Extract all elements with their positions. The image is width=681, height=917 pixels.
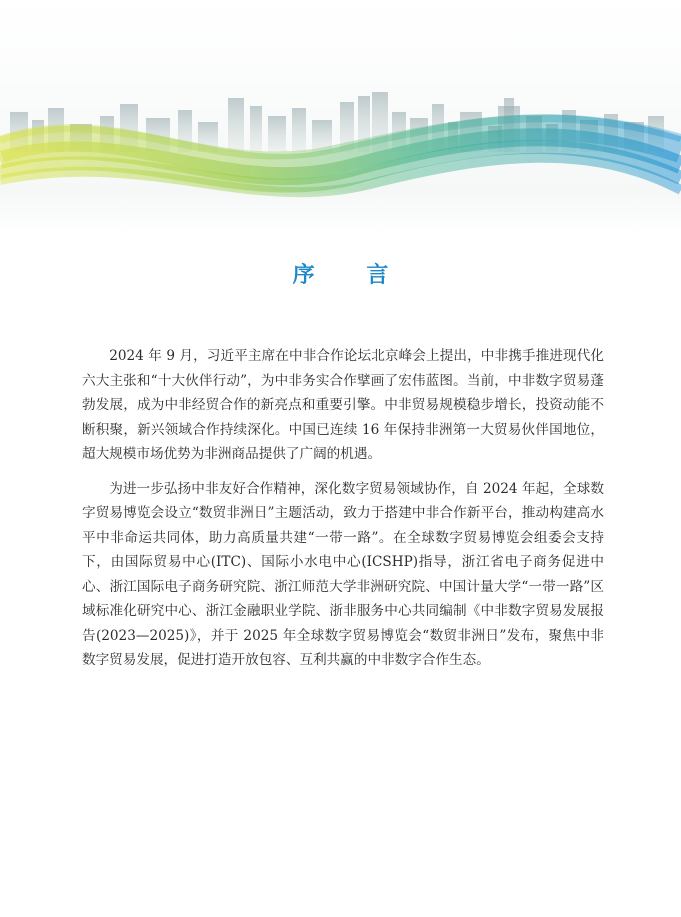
header-banner (0, 0, 681, 232)
skyline-wave-illustration (0, 0, 681, 232)
paragraph: 为进一步弘扬中非友好合作精神，深化数字贸易领域协作，自 2024 年起，全球数字贸易博览会设立“数贸非洲日”主题活动，致力于搭建中非合作新平台，推动构建高水平中非命运共同体，助力高质量共建“一带一路”。在全球数字贸易博览会组委会支持下，由国际贸易中心(ITC)、国际小水电中心(ICSHP)指导，浙江省电子商务促进中心、浙江国际电子商务研究院、浙江师范大学非洲研究院、中国计量大学“一带一路”区域标准化研究中心、浙江金融职业学院、浙非服务中心共同编制《中非数字贸易发展报告(2023—2025)》，并于 2025 年全球数字贸易博览会“数贸非洲日”发布，聚焦中非数字贸易发展，促进打造开放包容、互利共赢的中非数字合作生态。 (82, 480, 604, 668)
paragraph: 2024 年 9 月，习近平主席在中非合作论坛北京峰会上提出，中非携手推进现代化六大主张和“十大伙伴行动”，为中非务实合作擘画了宏伟蓝图。当前，中非数字贸易蓬勃发展，成为中非经贸合作的新亮点和重要引擎。中非贸易规模稳步增长，投资动能不断积聚，新兴领域合作持续深化。中国已连续 16 年保持非洲第一大贸易伙伴国地位，超大规模市场优势为非洲商品提供了广阔的机遇。 (82, 348, 604, 462)
preface-body (82, 344, 604, 683)
page-title: 序 言 (292, 263, 411, 288)
